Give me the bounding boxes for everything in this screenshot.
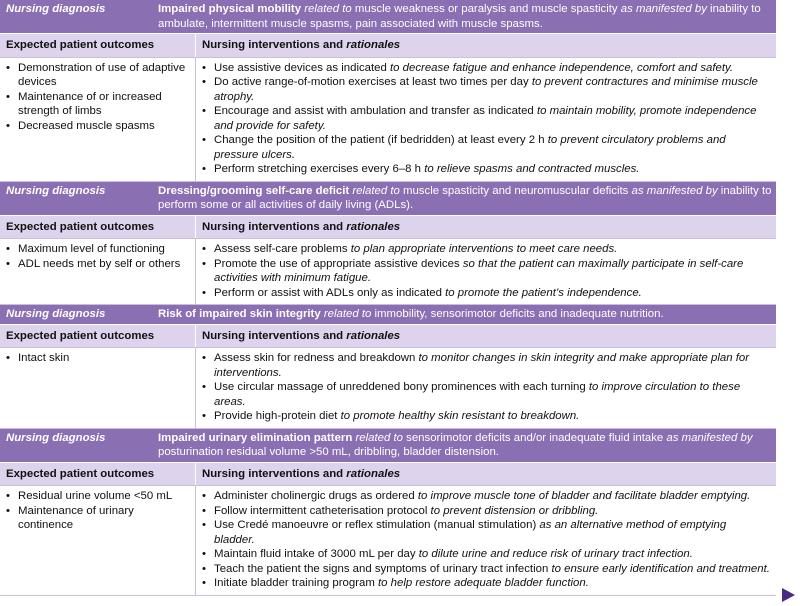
intervention-item — [202, 351, 770, 380]
outcome-item: • Intact skin — [6, 351, 189, 366]
diagnosis-segment: muscle weakness or paralysis and muscle spasticity — [354, 3, 621, 15]
interventions-list — [202, 61, 770, 177]
intervention-item — [202, 133, 770, 162]
intervention-rationale: to prevent circulatory problems and pressure ulcers. — [214, 134, 726, 161]
intervention-item — [202, 518, 770, 547]
next-page-arrow-icon[interactable] — [782, 588, 795, 602]
interventions-cell — [196, 348, 776, 428]
outcome-item: • Demonstration of use of adaptive devices — [6, 61, 189, 90]
intervention-action: Teach the patient the signs and symptoms of urinary tract infection — [214, 562, 552, 575]
intervention-item — [202, 257, 770, 286]
outcomes-list — [6, 351, 189, 366]
outcomes-cell — [0, 239, 196, 304]
intervention-item — [202, 489, 770, 504]
rationales-header-text: rationales — [346, 220, 401, 233]
intervention-action: Promote the use of appropriate assistive devices — [214, 257, 463, 270]
intervention-rationale: to decrease fatigue and enhance independence, comfort and safety. — [390, 61, 734, 74]
intervention-rationale: as an alternative method of emptying bladder. — [214, 519, 727, 546]
intervention-rationale: to improve muscle tone of bladder and facilitate bladder emptying. — [417, 490, 751, 502]
outcome-item: • Maximum level of functioning — [6, 242, 189, 257]
intervention-item — [202, 242, 770, 257]
expected-outcomes-header: Expected patient outcomes — [0, 216, 196, 239]
interventions-list — [202, 489, 770, 591]
rationales-header-text: rationales — [346, 467, 401, 480]
diagnosis-segment: posturination residual volume >50 mL, dribbling, bladder distension. — [158, 446, 499, 458]
interventions-header-text: Nursing interventions and — [202, 329, 347, 342]
diagnosis-header — [0, 305, 776, 325]
interventions-header — [196, 325, 776, 348]
expected-outcomes-header: Expected patient outcomes — [0, 463, 196, 486]
diagnosis-section — [0, 429, 776, 596]
intervention-rationale: to help restore adequate bladder function. — [378, 577, 589, 589]
intervention-rationale: to improve circulation to these areas. — [214, 381, 741, 408]
outcomes-list — [6, 242, 189, 271]
intervention-action: Perform or assist with ADLs only as indicated — [214, 286, 446, 299]
intervention-item — [202, 75, 770, 104]
expected-outcomes-header: Expected patient outcomes — [0, 325, 196, 348]
outcome-item: • ADL needs met by self or others — [6, 257, 189, 272]
diagnosis-text — [154, 429, 776, 462]
section-body — [0, 348, 776, 429]
intervention-action: Perform stretching exercises every 6–8 h — [214, 163, 425, 175]
diagnosis-segment: related to — [320, 308, 375, 320]
diagnosis-section — [0, 0, 776, 182]
interventions-header — [196, 463, 776, 486]
intervention-item — [202, 380, 770, 409]
intervention-rationale: to promote healthy skin resistant to breakdown. — [340, 410, 580, 422]
intervention-item — [202, 547, 770, 562]
diagnosis-header — [0, 0, 776, 34]
outcomes-list — [6, 61, 189, 134]
outcomes-list — [6, 489, 189, 533]
nursing-diagnosis-label: Nursing diagnosis — [6, 308, 106, 320]
nursing-diagnosis-label: Nursing diagnosis — [6, 3, 106, 15]
section-body — [0, 239, 776, 305]
outcome-item: • Decreased muscle spasms — [6, 119, 189, 134]
interventions-cell — [196, 58, 776, 181]
diagnosis-segment: muscle spasticity and neuromuscular deficits — [402, 184, 632, 197]
interventions-header-text: Nursing interventions and — [202, 220, 347, 233]
intervention-action: Use assistive devices as indicated — [214, 61, 391, 74]
intervention-rationale: to promote the patient’s independence. — [445, 286, 642, 299]
intervention-rationale: to dilute urine and reduce risk of urinary tract infection. — [418, 548, 693, 560]
outcome-item: • Maintenance of urinary continence — [6, 504, 189, 533]
column-headers — [0, 325, 776, 349]
interventions-list — [202, 351, 770, 424]
diagnosis-segment: related to — [352, 431, 407, 444]
intervention-action: Initiate bladder training program — [214, 577, 378, 589]
interventions-header-text: Nursing interventions and — [202, 39, 347, 51]
diagnosis-segment: Risk of impaired skin integrity — [158, 308, 321, 320]
diagnosis-segment: related to — [301, 3, 355, 15]
outcomes-cell — [0, 348, 196, 428]
interventions-cell — [196, 239, 776, 304]
diagnosis-segment: Dressing/grooming self-care deficit — [158, 184, 350, 197]
interventions-header — [196, 216, 776, 239]
diagnosis-text — [154, 0, 776, 33]
diagnosis-segment: as manifested by — [666, 431, 753, 444]
intervention-rationale: to relieve spasms and contracted muscles. — [424, 163, 640, 175]
diagnosis-segment: Impaired physical mobility — [158, 3, 302, 15]
intervention-rationale: to prevent distension or dribbling. — [430, 504, 599, 517]
intervention-rationale: to plan appropriate interventions to meet care needs. — [350, 243, 618, 255]
intervention-action: Change the position of the patient (if bedridden) at least every 2 h — [214, 134, 548, 146]
diagnosis-section — [0, 182, 776, 306]
intervention-item — [202, 104, 770, 133]
diagnosis-text — [154, 182, 776, 215]
diagnosis-segment: as manifested by — [631, 184, 718, 197]
column-headers — [0, 34, 776, 58]
intervention-action: Assess self-care problems — [214, 243, 351, 255]
outcome-item: • Maintenance of or increased strength of limbs — [6, 90, 189, 119]
interventions-list — [202, 242, 770, 300]
diagnosis-segment: as manifested by — [620, 3, 707, 15]
outcome-item: • Residual urine volume <50 mL — [6, 489, 189, 504]
intervention-item — [202, 61, 770, 76]
diagnosis-text — [154, 305, 776, 324]
intervention-action: Follow intermittent catheterisation protocol — [214, 504, 431, 517]
diagnosis-segment: inability to perform some or all activities of daily living (ADLs). — [158, 184, 772, 211]
expected-outcomes-header: Expected patient outcomes — [0, 34, 196, 57]
intervention-item — [202, 504, 770, 519]
intervention-action: Use circular massage of unreddened bony prominences with each turning — [214, 381, 589, 393]
nursing-diagnosis-label: Nursing diagnosis — [6, 431, 106, 444]
interventions-cell — [196, 486, 776, 595]
intervention-action: Assess skin for redness and breakdown — [214, 352, 419, 364]
intervention-action: Use Credé manoeuvre or reflex stimulation (manual stimulation) — [214, 519, 540, 531]
interventions-header — [196, 34, 776, 57]
diagnosis-section — [0, 305, 776, 429]
intervention-item — [202, 162, 770, 177]
intervention-action: Encourage and assist with ambulation and transfer as indicated — [214, 105, 537, 117]
diagnosis-segment: sensorimotor deficits and/or inadequate fluid intake — [406, 431, 667, 444]
intervention-item — [202, 286, 770, 301]
intervention-action: Do active range-of-motion exercises at least two times per day — [214, 76, 532, 88]
intervention-rationale: to monitor changes in skin integrity and make appropriate plan for interventions. — [214, 352, 750, 379]
intervention-action: Maintain fluid intake of 3000 mL per day — [214, 548, 419, 560]
rationales-header-text: rationales — [346, 329, 401, 342]
column-headers — [0, 463, 776, 487]
intervention-item — [202, 576, 770, 591]
diagnosis-segment: immobility, sensorimotor deficits and inadequate nutrition. — [374, 308, 664, 320]
nursing-diagnosis-label: Nursing diagnosis — [6, 184, 106, 197]
intervention-rationale: to ensure early identification and treatment. — [551, 562, 770, 575]
intervention-rationale: so that the patient can maximally participate in self-care activities with minimum fatigue. — [214, 257, 744, 284]
outcomes-cell — [0, 58, 196, 181]
intervention-action: Administer cholinergic drugs as ordered — [214, 490, 418, 502]
rationales-header-text: rationales — [346, 39, 401, 51]
diagnosis-header — [0, 429, 776, 463]
section-body — [0, 58, 776, 182]
intervention-action: Provide high-protein diet — [214, 410, 341, 422]
outcomes-cell — [0, 486, 196, 595]
diagnosis-header — [0, 182, 776, 216]
column-headers — [0, 216, 776, 240]
intervention-item — [202, 409, 770, 424]
diagnosis-segment: related to — [349, 184, 403, 197]
section-body — [0, 486, 776, 596]
intervention-item — [202, 562, 770, 577]
interventions-header-text: Nursing interventions and — [202, 467, 347, 480]
intervention-rationale: to prevent contractures and minimise muscle atrophy. — [214, 76, 758, 103]
intervention-rationale: to maintain mobility, promote independence and provide for safety. — [214, 105, 757, 132]
diagnosis-segment: Impaired urinary elimination pattern — [158, 431, 353, 444]
diagnosis-segment: inability to ambulate, intermittent muscle spasms, pain associated with muscle spasms. — [158, 3, 761, 30]
